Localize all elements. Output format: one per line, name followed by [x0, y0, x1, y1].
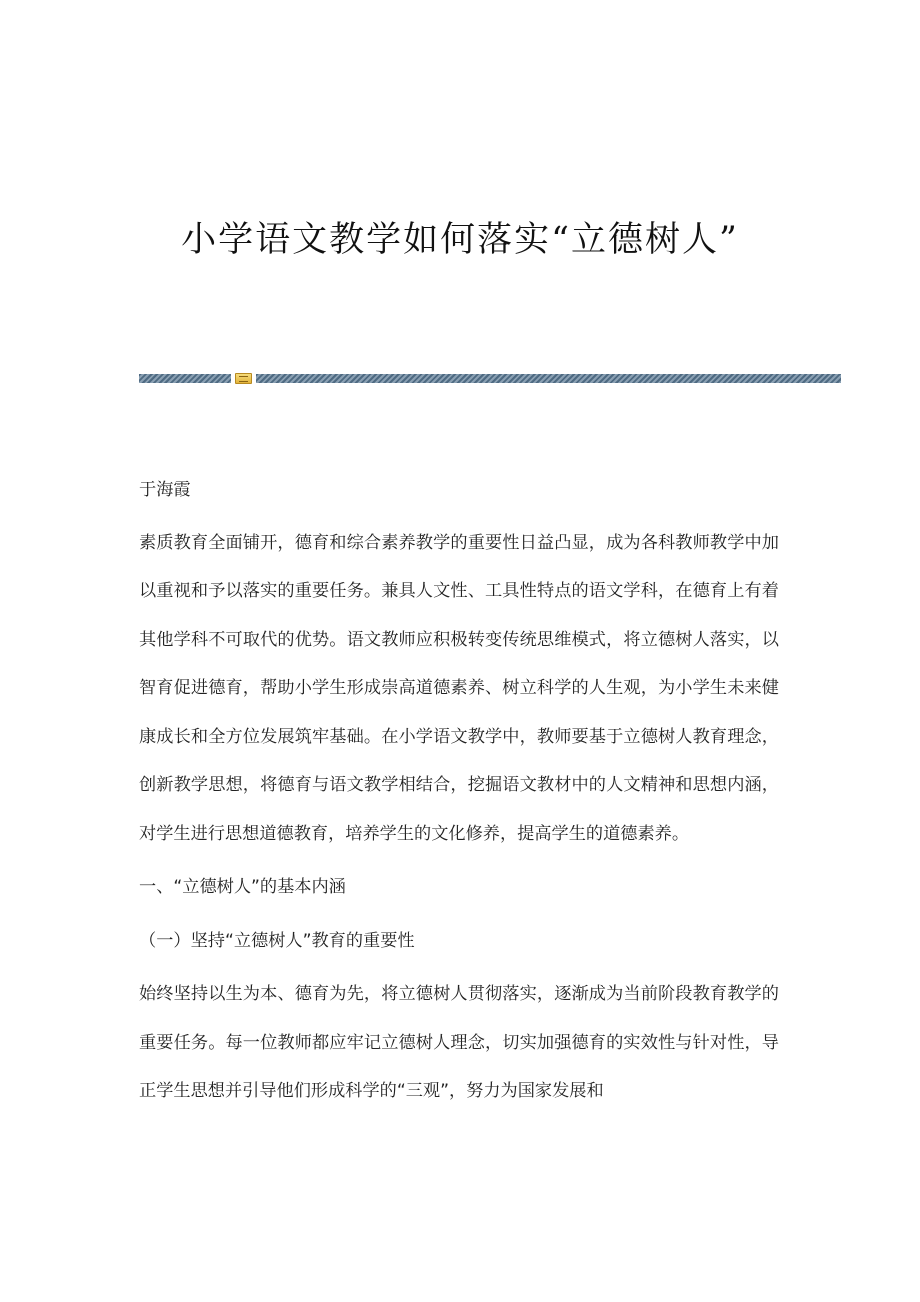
document-title: 小学语文教学如何落实“立德树人”	[181, 220, 739, 260]
author-name: 于海霞	[139, 480, 191, 500]
title-divider	[139, 374, 841, 383]
divider-bar-right	[256, 374, 841, 383]
section-heading: 一、“立德树人”的基本内涵	[139, 877, 346, 897]
divider-emblem-icon	[235, 373, 252, 384]
subsection-heading: （一）坚持“立德树人”教育的重要性	[139, 930, 415, 951]
document-body	[139, 466, 779, 1121]
body-paragraph: 始终坚持以生为本、德育为先，将立德树人贯彻落实，逐渐成为当前阶段教育教学的重要任务。每一位教师都应牢记立德树人理念，切实加强德育的实效性与针对性，导正学生思想并引导他们形成科学的“三观”，努力为国家发展和	[139, 984, 779, 1101]
abstract-paragraph: 素质教育全面铺开，德育和综合素养教学的重要性日益凸显，成为各科教师教学中加以重视和予以落实的重要任务。兼具人文性、工具性特点的语文学科，在德育上有着其他学科不可取代的优势。语文教师应积极转变传统思维模式，将立德树人落实，以智育促进德育，帮助小学生形成崇高道德素养、树立科学的人生观，为小学生未来健康成长和全方位发展筑牢基础。在小学语文教学中，教师要基于立德树人教育理念，创新教学思想，将德育与语文教学相结合，挖掘语文教材中的人文精神和思想内涵，对学生进行思想道德教育，培养学生的文化修养，提高学生的道德素养。	[139, 532, 779, 844]
divider-bar-left	[139, 374, 231, 383]
